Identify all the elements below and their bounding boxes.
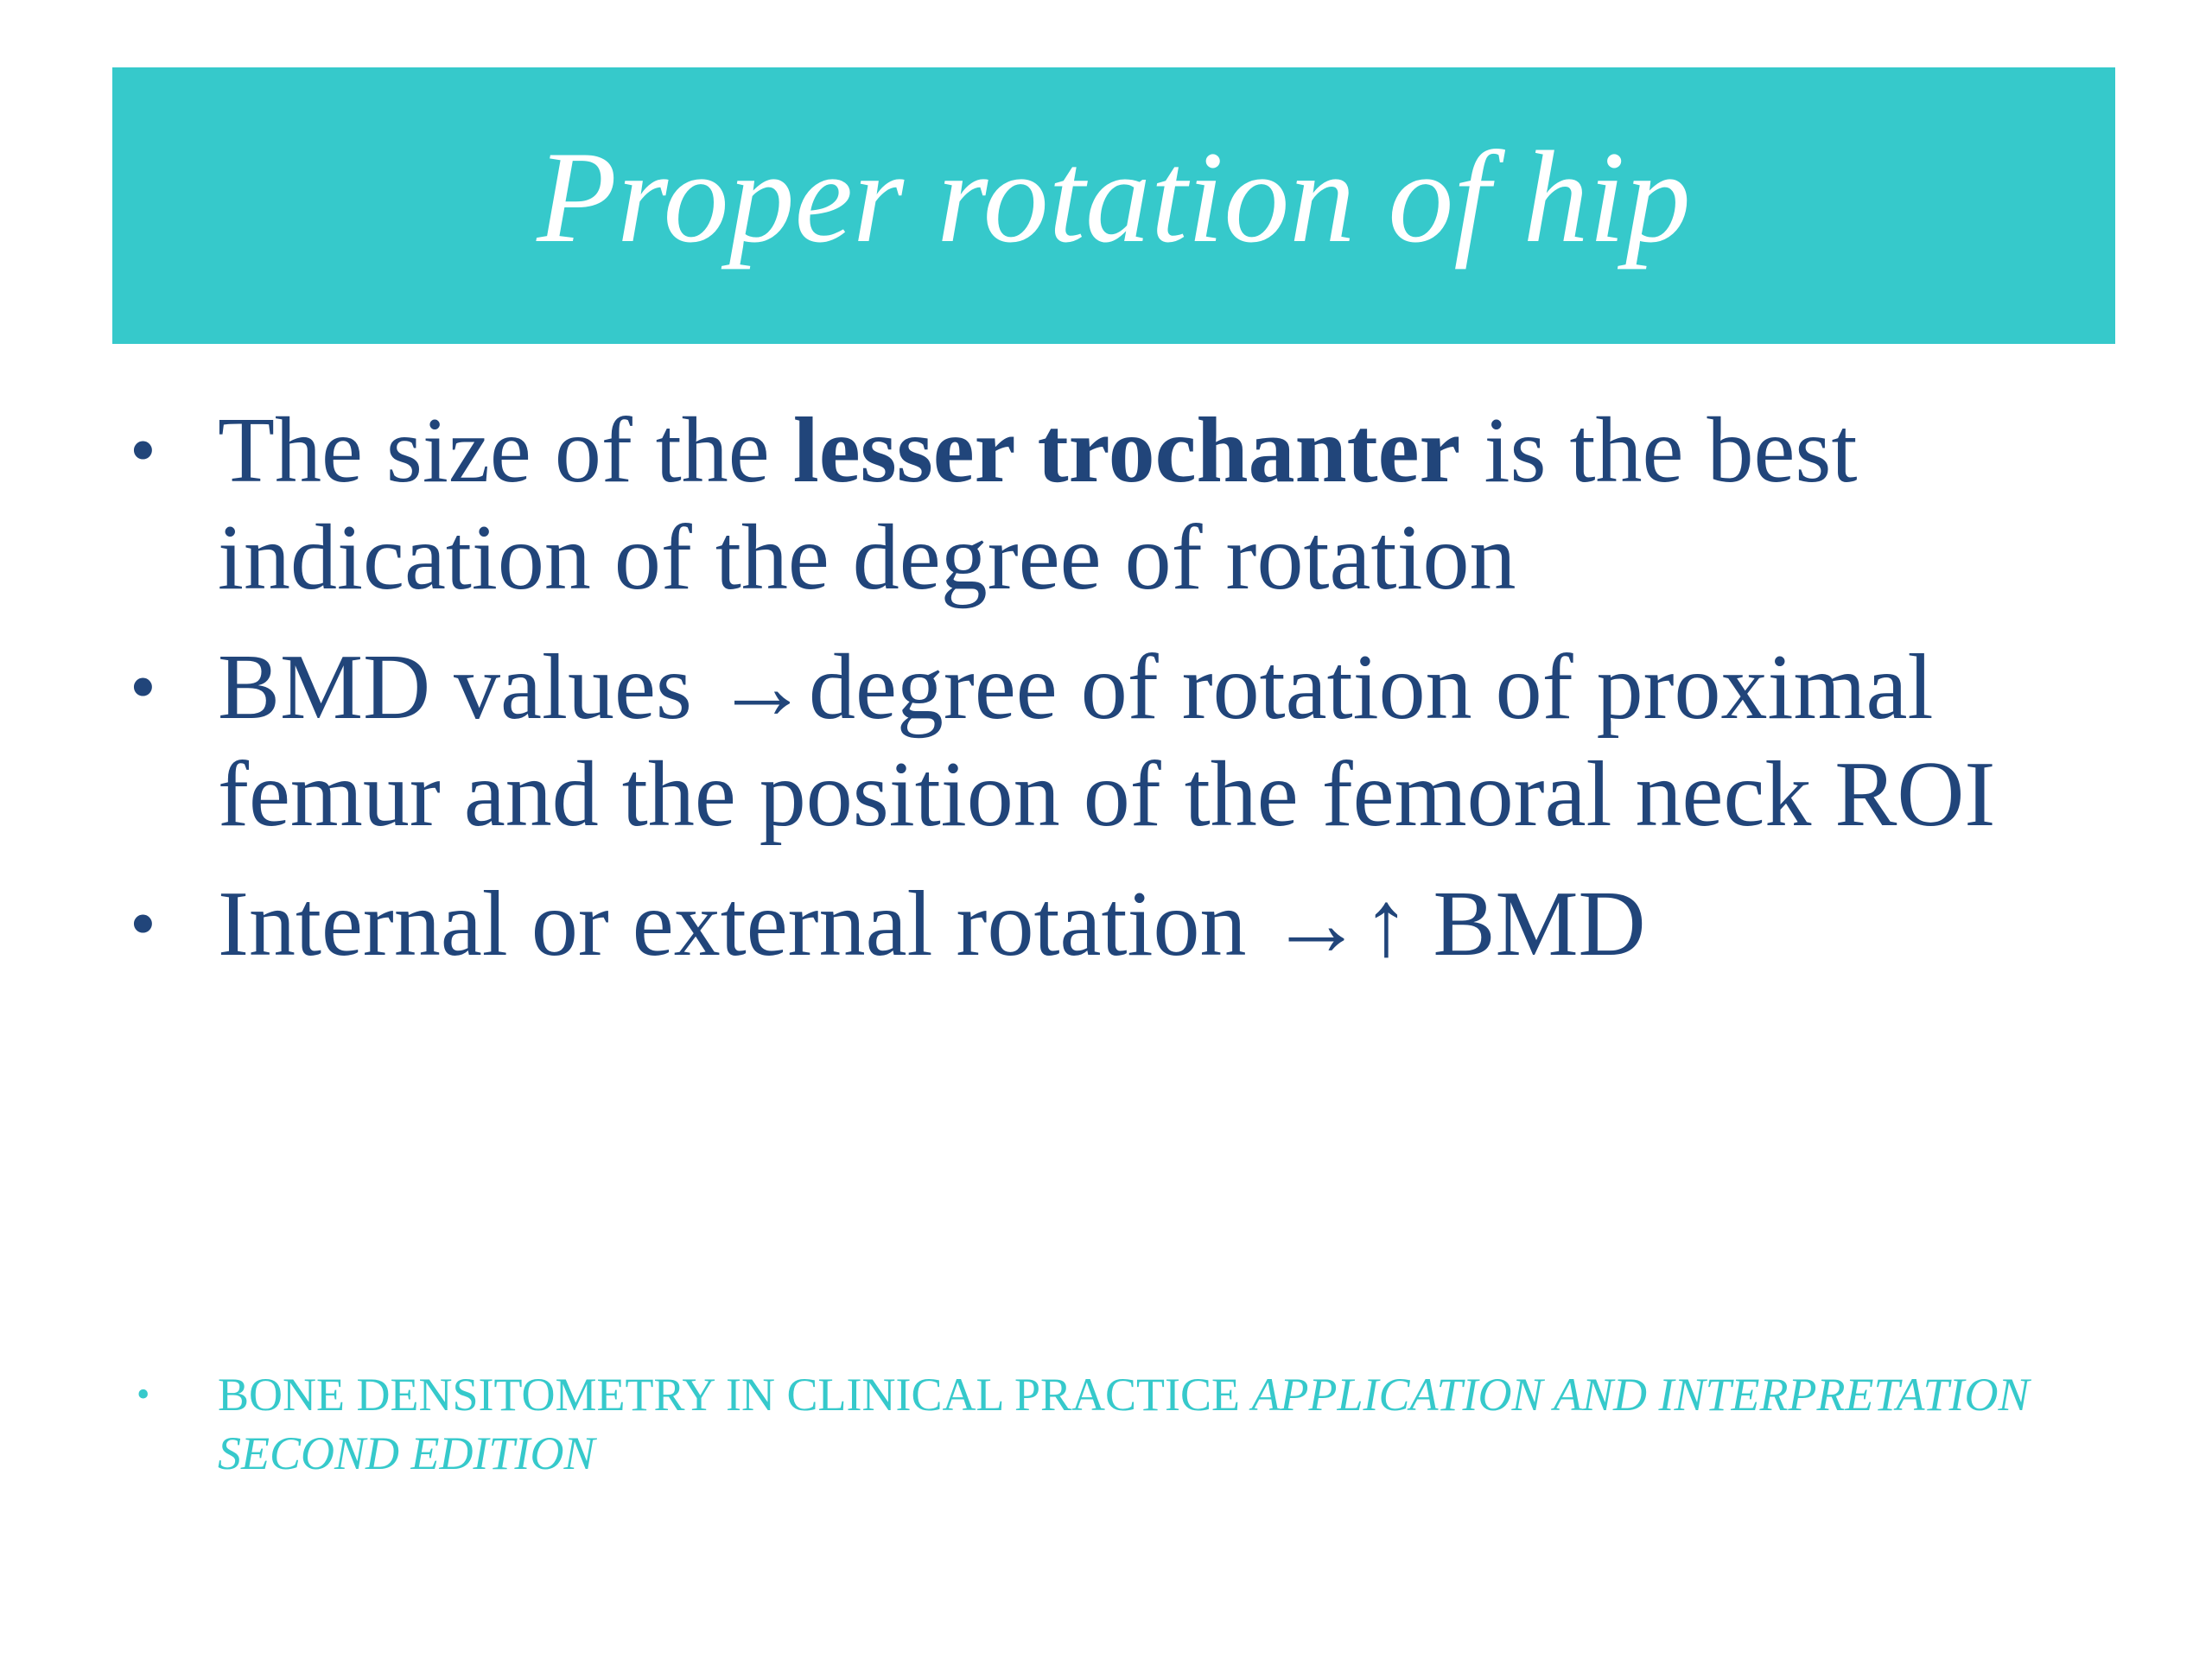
bullet-text-start: The size of the	[218, 399, 793, 502]
bullet-item-bmd-values	[130, 634, 2117, 849]
slide-title: Proper rotation of hip	[537, 124, 1691, 270]
bullet-icon: •	[130, 882, 156, 966]
bullet-text-bold: lesser trochanter	[792, 399, 1461, 502]
reference-bullet-icon: •	[137, 1373, 150, 1415]
bullet-icon: •	[130, 409, 156, 493]
bullet-list	[130, 397, 2117, 1001]
reference-title: BONE DENSITOMETRY IN CLINICAL PRACTICE	[218, 1369, 1252, 1421]
bullet-text: Internal or external rotation →↑ BMD	[218, 873, 1646, 976]
bullet-text-end: is the best indication of the degree of rotation	[218, 399, 1858, 609]
title-bar	[112, 67, 2115, 344]
reference-citation	[130, 1365, 2117, 1483]
bullet-text: BMD values →degree of rotation of proximal femur and the position of the femoral neck ROI	[218, 636, 1996, 846]
reference-subtitle: APPLICATION AND INTERPRETATION SECOND EDITION	[218, 1369, 2030, 1479]
bullet-icon: •	[130, 645, 156, 729]
bullet-item-rotation	[130, 871, 2117, 978]
bullet-item-lesser-trochanter	[130, 397, 2117, 612]
